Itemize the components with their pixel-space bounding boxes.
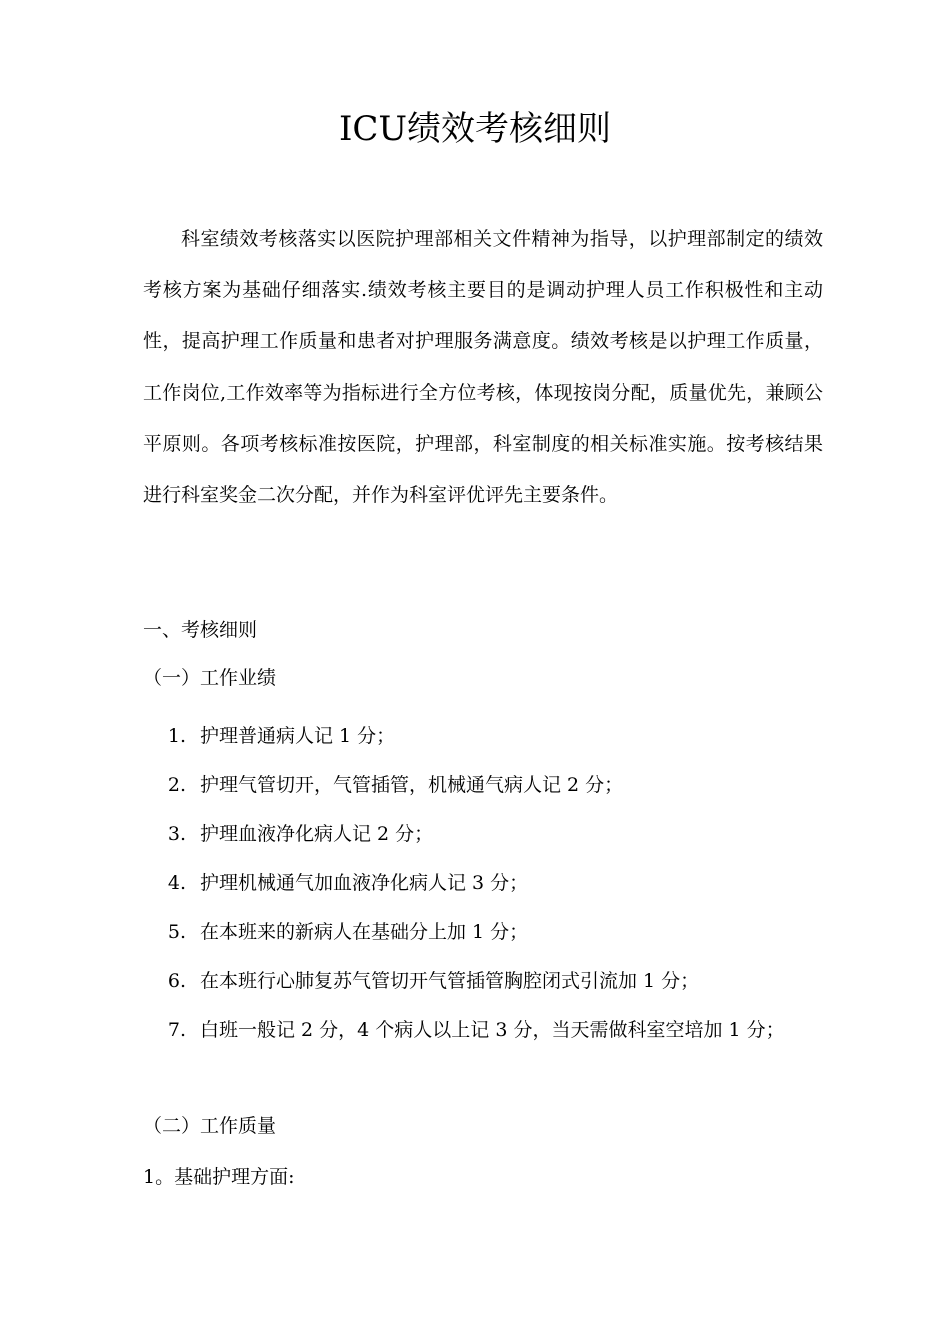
list-item-text: 在本班来的新病人在基础分上加 1 分； — [200, 921, 529, 943]
subsection-heading-work-performance: （一）工作业绩 — [143, 667, 277, 689]
list-item-text: 护理普通病人记 1 分； — [200, 725, 396, 747]
basic-nursing-heading: 1。基础护理方面: — [143, 1166, 295, 1188]
list-item-number: 6. — [167, 970, 186, 992]
list-item-number: 3. — [167, 823, 186, 845]
subsection-heading-work-quality: （二）工作质量 — [143, 1115, 277, 1137]
performance-item-list — [143, 712, 823, 1055]
list-item — [143, 810, 823, 859]
intro-paragraph: 科室绩效考核落实以医院护理部相关文件精神为指导，以护理部制定的绩效考核方案为基础仔细落实.绩效考核主要目的是调动护理人员工作积极性和主动性，提高护理工作质量和患者对护理服务满意度。绩效考核是以护理工作质量，工作岗位,工作效率等为指标进行全方位考核，体现按岗分配，质量优先，兼顾公平原则。各项考核标准按医院，护理部，科室制度的相关标准实施。按考核结果进行科室奖金二次分配，并作为科室评优评先主要条件。 — [143, 228, 823, 507]
list-item-text: 在本班行心肺复苏气管切开气管插管胸腔闭式引流加 1 分； — [200, 970, 700, 992]
list-item-text: 护理机械通气加血液净化病人记 3 分； — [200, 872, 529, 894]
list-item-text: 白班一般记 2 分，4 个病人以上记 3 分，当天需做科室空培加 1 分； — [200, 1019, 785, 1041]
list-item — [143, 1006, 823, 1055]
section-heading: 一、考核细则 — [143, 619, 258, 641]
list-item-number: 4. — [167, 872, 186, 894]
list-item-number: 1. — [167, 725, 186, 747]
document-title: ICU绩效考核细则 — [338, 109, 612, 149]
list-item — [143, 957, 823, 1006]
list-item — [143, 712, 823, 761]
list-item-number: 2. — [167, 774, 186, 796]
list-item-number: 7. — [167, 1019, 186, 1041]
list-item — [143, 761, 823, 810]
list-item-text: 护理气管切开，气管插管，机械通气病人记 2 分； — [200, 774, 624, 796]
list-item-text: 护理血液净化病人记 2 分； — [200, 823, 434, 845]
list-item — [143, 859, 823, 908]
list-item — [143, 908, 823, 957]
list-item-number: 5. — [167, 921, 186, 943]
